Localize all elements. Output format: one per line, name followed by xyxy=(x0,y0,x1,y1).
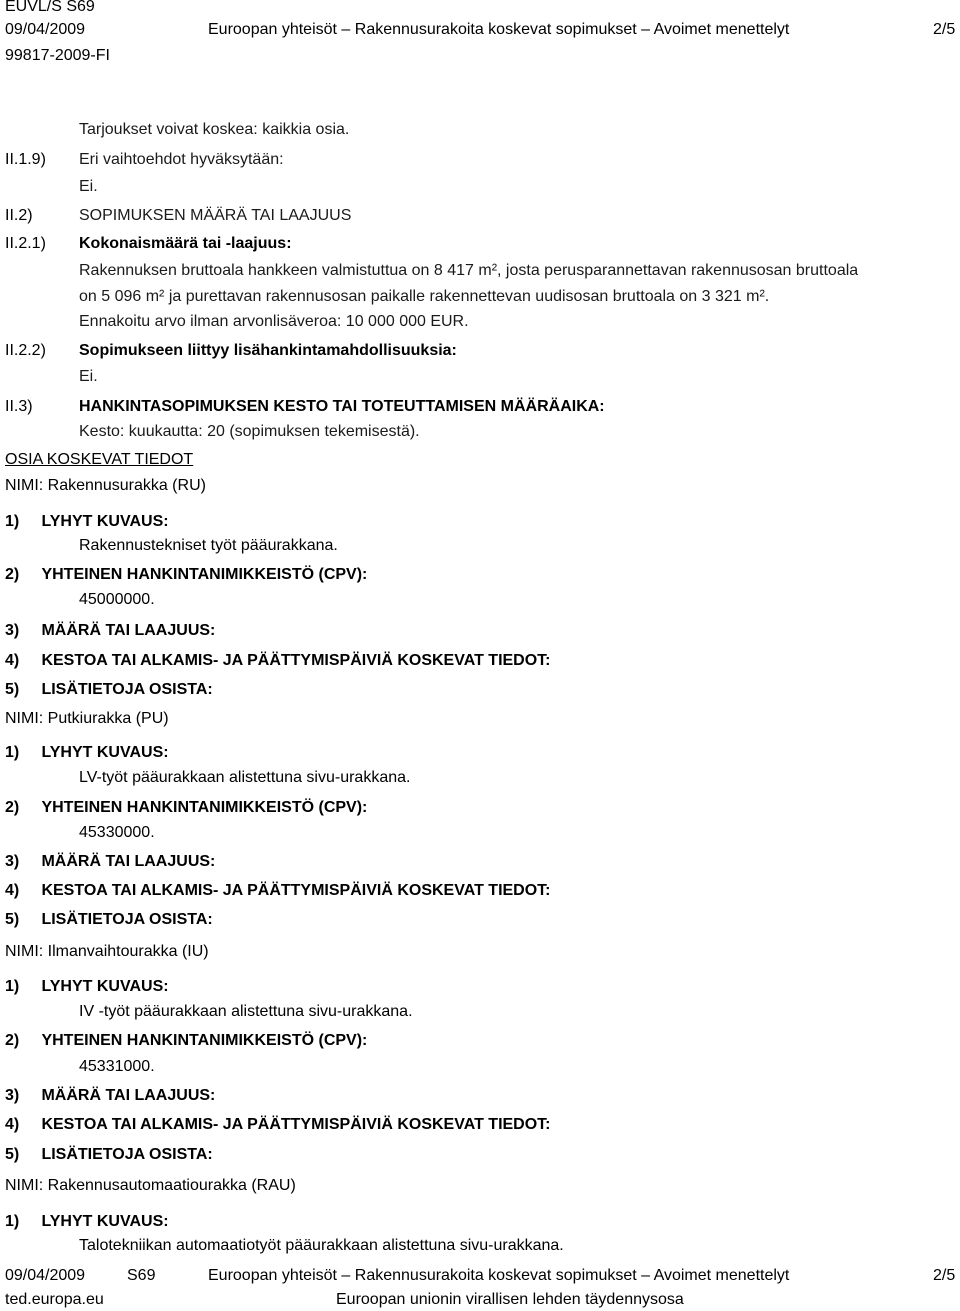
lot-quantity-label: 3) MÄÄRÄ TAI LAAJUUS: xyxy=(5,1087,216,1104)
lot-short-desc: Talotekniikan automaatiotyöt pääurakkaan alistettuna sivu-urakkana. xyxy=(79,1237,564,1254)
lot-cpv-label: 2) YHTEINEN HANKINTANIMIKKEISTÖ (CPV): xyxy=(5,1032,368,1049)
lot-cpv-value: 45000000. xyxy=(79,591,155,608)
item-number-ii22: II.2.2) xyxy=(5,342,46,359)
item-number-ii21: II.2.1) xyxy=(5,235,46,252)
footer-supplement: Euroopan unionin virallisen lehden täydennysosa xyxy=(336,1291,684,1308)
lot-additional-label: 5) LISÄTIETOJA OSISTA: xyxy=(5,911,213,928)
lot-cpv-label: 2) YHTEINEN HANKINTANIMIKKEISTÖ (CPV): xyxy=(5,799,368,816)
item-heading-ii3: HANKINTASOPIMUKSEN KESTO TAI TOTEUTTAMISEN MÄÄRÄAIKA: xyxy=(79,398,605,415)
lot-additional-label: 5) LISÄTIETOJA OSISTA: xyxy=(5,1146,213,1163)
footer-series: S69 xyxy=(127,1267,156,1284)
lot-short-desc: LV-työt pääurakkaan alistettuna sivu-urakkana. xyxy=(79,769,411,786)
header-title: Euroopan yhteisöt – Rakennusurakoita koskevat sopimukset – Avoimet menettelyt xyxy=(208,21,790,38)
header-reference: 99817-2009-FI xyxy=(5,47,110,64)
lots-heading: OSIA KOSKEVAT TIEDOT xyxy=(5,451,194,468)
lot-name: NIMI: Putkiurakka (PU) xyxy=(5,710,169,727)
lot-duration-label: 4) KESTOA TAI ALKAMIS- JA PÄÄTTYMISPÄIVIÄ KOSKEVAT TIEDOT: xyxy=(5,882,551,899)
lot-cpv-value: 45330000. xyxy=(79,824,155,841)
item-text-ii21-line2: on 5 096 m² ja purettavan rakennusosan paikalle rakennettevan uudisosan bruttoala on 3 321 m². xyxy=(79,288,770,305)
item-heading-ii21: Kokonaismäärä tai -laajuus: xyxy=(79,235,292,252)
item-value-ii3: Kesto: kuukautta: 20 (sopimuksen tekemisestä). xyxy=(79,423,420,440)
lot-additional-label: 5) LISÄTIETOJA OSISTA: xyxy=(5,681,213,698)
lot-short-desc-label: 1) LYHYT KUVAUS: xyxy=(5,744,169,761)
item-number-ii3: II.3) xyxy=(5,398,33,415)
lot-short-desc-label: 1) LYHYT KUVAUS: xyxy=(5,513,169,530)
lot-quantity-label: 3) MÄÄRÄ TAI LAAJUUS: xyxy=(5,622,216,639)
lot-name: NIMI: Ilmanvaihtourakka (IU) xyxy=(5,943,209,960)
lot-duration-label: 4) KESTOA TAI ALKAMIS- JA PÄÄTTYMISPÄIVIÄ KOSKEVAT TIEDOT: xyxy=(5,652,551,669)
header-date: 09/04/2009 xyxy=(5,21,86,38)
offers-text: Tarjoukset voivat koskea: kaikkia osia. xyxy=(79,121,350,138)
item-heading-ii19: Eri vaihtoehdot hyväksytään: xyxy=(79,151,284,168)
header-series: EUVL/S S69 xyxy=(5,0,95,15)
lot-quantity-label: 3) MÄÄRÄ TAI LAAJUUS: xyxy=(5,853,216,870)
lot-short-desc: IV -työt pääurakkaan alistettuna sivu-urakkana. xyxy=(79,1003,413,1020)
lot-duration-label: 4) KESTOA TAI ALKAMIS- JA PÄÄTTYMISPÄIVIÄ KOSKEVAT TIEDOT: xyxy=(5,1116,551,1133)
item-value-ii19: Ei. xyxy=(79,178,98,195)
footer-page-number: 2/5 xyxy=(933,1267,956,1284)
item-heading-ii2: SOPIMUKSEN MÄÄRÄ TAI LAAJUUS xyxy=(79,207,352,224)
lot-short-desc-label: 1) LYHYT KUVAUS: xyxy=(5,1213,169,1230)
footer-site-link[interactable]: ted.europa.eu xyxy=(5,1291,104,1308)
footer-title: Euroopan yhteisöt – Rakennusurakoita koskevat sopimukset – Avoimet menettelyt xyxy=(208,1267,790,1284)
item-text-ii21-line1: Rakennuksen bruttoala hankkeen valmistuttua on 8 417 m², josta perusparannettavan rakennusosan bruttoala xyxy=(79,262,859,279)
lot-cpv-value: 45331000. xyxy=(79,1058,155,1075)
header-page-number: 2/5 xyxy=(933,21,956,38)
lot-short-desc: Rakennustekniset työt pääurakkana. xyxy=(79,537,338,554)
footer-date: 09/04/2009 xyxy=(5,1267,86,1284)
lot-short-desc-label: 1) LYHYT KUVAUS: xyxy=(5,978,169,995)
item-number-ii2: II.2) xyxy=(5,207,33,224)
item-value-ii22: Ei. xyxy=(79,368,98,385)
lot-cpv-label: 2) YHTEINEN HANKINTANIMIKKEISTÖ (CPV): xyxy=(5,566,368,583)
item-heading-ii22: Sopimukseen liittyy lisähankintamahdollisuuksia: xyxy=(79,342,457,359)
lot-name: NIMI: Rakennusautomaatiourakka (RAU) xyxy=(5,1177,296,1194)
item-text-ii21-line3: Ennakoitu arvo ilman arvonlisäveroa: 10 000 000 EUR. xyxy=(79,313,469,330)
lot-name: NIMI: Rakennusurakka (RU) xyxy=(5,477,206,494)
item-number-ii19: II.1.9) xyxy=(5,151,46,168)
